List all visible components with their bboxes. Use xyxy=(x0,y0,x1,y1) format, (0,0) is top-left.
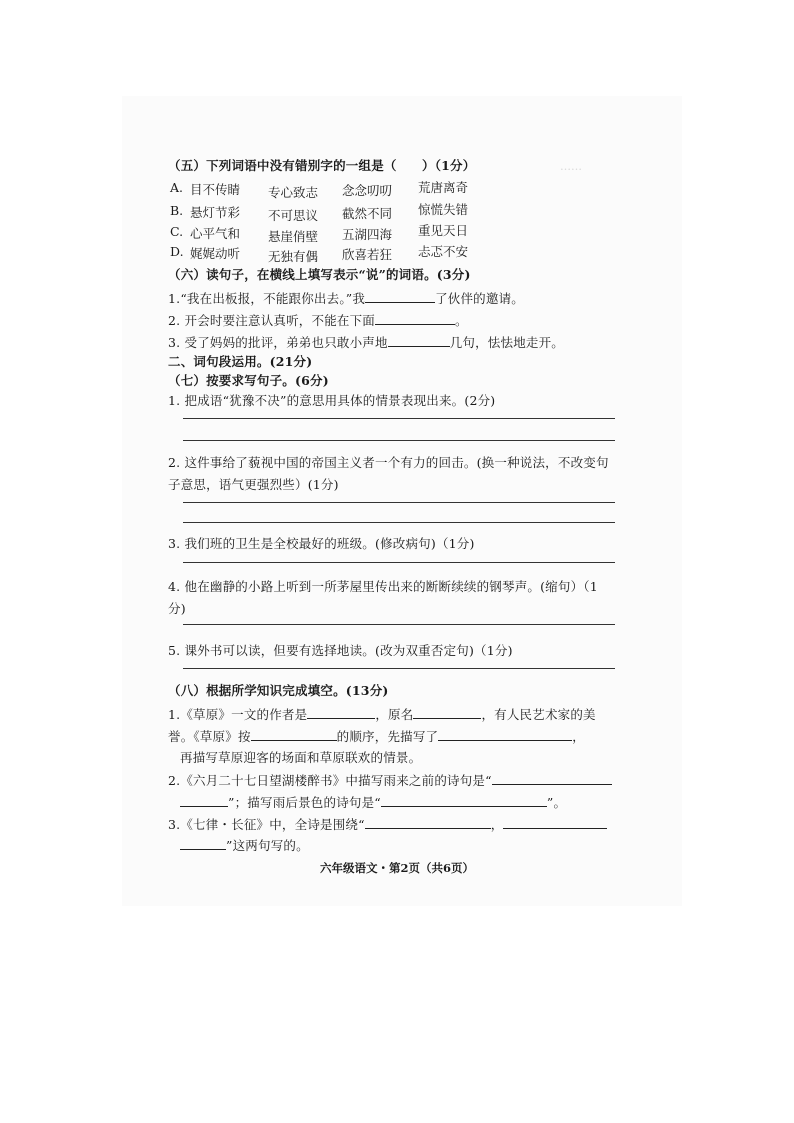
option-word: 重见天日 xyxy=(418,223,469,238)
q8-item-1-line-3: 再描写草原迎客的场面和草原联欢的情景。 xyxy=(180,750,422,765)
sentence-text: 1.“我在出板报，不能跟你出去。”我 xyxy=(168,291,366,306)
section-2-heading: 二、词句段运用。(21分) xyxy=(168,354,313,369)
q8-item-1-line-2 xyxy=(168,728,585,745)
answer-blank[interactable] xyxy=(381,794,547,807)
sentence-text: 几句，怯怯地走开。 xyxy=(449,335,565,350)
option-word: 忐忑不安 xyxy=(418,244,469,259)
option-word: 悬崖俏壁 xyxy=(268,229,319,244)
answer-line[interactable] xyxy=(183,522,615,523)
sentence-text: 3. 受了妈妈的批评，弟弟也只敢小声地 xyxy=(168,335,388,350)
answer-blank[interactable] xyxy=(503,816,607,829)
answer-blank[interactable] xyxy=(413,706,481,719)
answer-blank[interactable] xyxy=(492,772,612,785)
answer-line[interactable] xyxy=(183,668,615,669)
bleed-through-text: …… xyxy=(560,160,582,173)
q6-sentence-1 xyxy=(168,290,524,307)
q7-item-2-line-1: 2. 这件事给了藐视中国的帝国主义者一个有力的回击。(换一种说法，不改变句 xyxy=(168,455,609,470)
fill-text: 2.《六月二十七日望湖楼醉书》中描写雨来之前的诗句是“ xyxy=(168,773,492,788)
fill-text: 的顺序，先描写了 xyxy=(336,729,439,744)
fill-text: ”。 xyxy=(546,795,567,810)
option-word: 惊慌失错 xyxy=(418,202,469,217)
q7-item-3: 3. 我们班的卫生是全校最好的班级。(修改病句)（1分) xyxy=(168,536,475,551)
q7-item-5: 5. 课外书可以读，但要有选择地读。(改为双重否定句)（1分) xyxy=(168,643,513,658)
q7-title: （七）按要求写句子。(6分) xyxy=(168,373,329,388)
fill-text: 1.《草原》一文的作者是 xyxy=(168,707,308,722)
q7-item-2-line-2: 子意思，语气更强烈些）(1分) xyxy=(168,477,339,492)
option-word: 无独有偶 xyxy=(268,249,319,264)
option-label: A. xyxy=(170,180,184,195)
option-label: C. xyxy=(170,224,184,239)
q8-item-2-line-1 xyxy=(168,772,612,789)
answer-blank[interactable] xyxy=(251,728,337,741)
q8-title: （八）根据所学知识完成填空。(13分) xyxy=(168,683,389,698)
fill-text: ， xyxy=(572,729,585,744)
answer-blank[interactable] xyxy=(375,312,455,325)
option-word: 不可思议 xyxy=(268,208,319,223)
answer-blank[interactable] xyxy=(438,728,572,741)
q8-item-1-line-1 xyxy=(168,706,596,723)
page-footer: 六年级语文・第2页（共6页） xyxy=(319,861,474,875)
option-word: 专心致志 xyxy=(268,185,319,200)
answer-blank[interactable] xyxy=(180,837,226,850)
fill-text: ，原名 xyxy=(375,707,414,722)
answer-line[interactable] xyxy=(183,624,615,625)
answer-blank[interactable] xyxy=(180,794,228,807)
option-word: 欣喜若狂 xyxy=(342,247,393,262)
answer-blank[interactable] xyxy=(365,290,435,303)
fill-text: ”；描写雨后景色的诗句是“ xyxy=(228,795,381,810)
q8-item-3-line-2 xyxy=(180,837,309,854)
answer-line[interactable] xyxy=(183,562,615,563)
q6-sentence-2 xyxy=(168,312,468,329)
answer-blank[interactable] xyxy=(365,816,491,829)
option-word: 娓娓动听 xyxy=(190,246,241,261)
answer-line[interactable] xyxy=(183,418,615,419)
answer-blank[interactable] xyxy=(307,706,375,719)
q5-title: （五）下列词语中没有错别字的一组是（ ）（1分） xyxy=(168,158,476,173)
q7-item-4-line-1: 4. 他在幽静的小路上听到一所茅屋里传出来的断断续续的钢琴声。(缩句）（1 xyxy=(168,579,598,594)
option-label: B. xyxy=(170,203,184,218)
q6-sentence-3 xyxy=(168,334,564,351)
sentence-text: 。 xyxy=(455,313,468,328)
fill-text: ，有人民艺术家的美 xyxy=(481,707,596,722)
option-word: 截然不同 xyxy=(342,206,393,221)
q8-item-3-line-1 xyxy=(168,816,607,833)
option-word: 目不传睛 xyxy=(190,182,241,197)
option-word: 荒唐离奇 xyxy=(418,180,469,195)
sentence-text: 了伙伴的邀请。 xyxy=(435,291,524,306)
q7-item-1: 1. 把成语“犹豫不决”的意思用具体的情景表现出来。(2分) xyxy=(168,393,496,408)
option-word: 五湖四海 xyxy=(342,227,393,242)
option-word: 心平气和 xyxy=(190,226,241,241)
q7-item-4-line-2: 分) xyxy=(168,601,186,616)
fill-text: 誉。《草原》按 xyxy=(168,729,251,744)
q6-title: （六）读句子，在横线上填写表示“说”的词语。(3分) xyxy=(168,267,471,282)
q8-item-2-line-2 xyxy=(180,794,566,811)
option-word: 念念叨叨 xyxy=(342,183,393,198)
fill-text: ”这两句写的。 xyxy=(226,838,309,853)
answer-blank[interactable] xyxy=(388,334,450,347)
fill-text: 3.《七律・长征》中，全诗是围绕“ xyxy=(168,817,365,832)
sentence-text: 2. 开会时要注意认真听，不能在下面 xyxy=(168,313,376,328)
option-label: D. xyxy=(170,244,184,259)
fill-text: ， xyxy=(490,817,504,832)
answer-line[interactable] xyxy=(183,502,615,503)
answer-line[interactable] xyxy=(183,440,615,441)
option-word: 悬灯节彩 xyxy=(190,205,241,220)
